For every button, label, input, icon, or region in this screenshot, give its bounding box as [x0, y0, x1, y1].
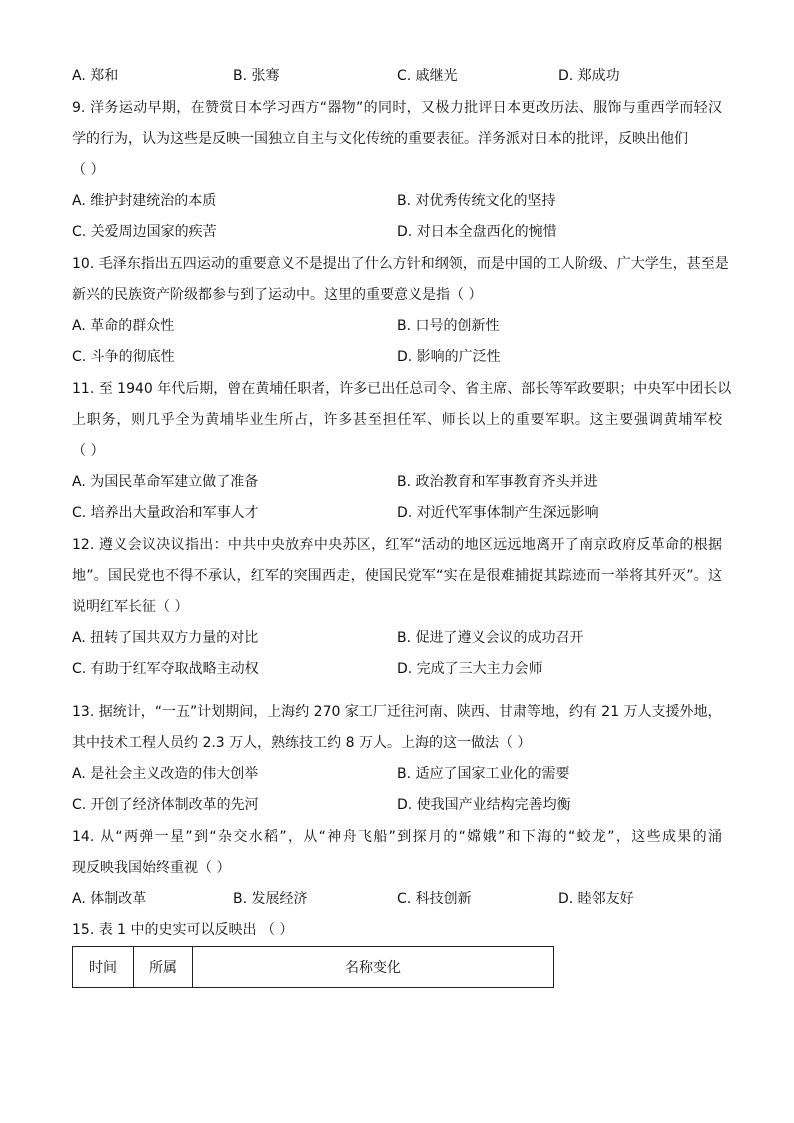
table-header-row [73, 947, 554, 988]
q10-option-c: C. 斗争的彻底性 [72, 349, 175, 365]
q14-option-a: A. 体制改革 [72, 891, 147, 907]
q14-option-d: D. 睦邻友好 [558, 891, 634, 907]
table-header-belong: 所属 [134, 947, 193, 988]
q10-option-b: B. 口号的创新性 [397, 318, 500, 334]
q11-option-a: A. 为国民革命军建立做了准备 [72, 474, 259, 490]
q8-option-d: D. 郑成功 [558, 68, 620, 84]
q12-option-c: C. 有助于红军夺取战略主动权 [72, 661, 259, 677]
q14-stem-line-1: 14. 从“两弹一星”到“杂交水稻”，从“神舟飞船”到探月的“嫦娥”和下海的“蛟龙”，这些成果的涌 [72, 829, 722, 845]
q9-option-a: A. 维护封建统治的本质 [72, 193, 217, 209]
q9-answer-blank: （ ） [72, 162, 105, 178]
q15-table [72, 946, 554, 988]
q14-stem-line-2: 现反映我国始终重视（ ） [72, 860, 231, 876]
q11-stem-line-2: 上职务，则几乎全为黄埔毕业生所占，许多甚至担任军、师长以上的重要军职。这主要强调黄埔军校 [72, 412, 722, 428]
q11-answer-blank: （ ） [72, 443, 105, 459]
q14-option-c: C. 科技创新 [397, 891, 472, 907]
q11-stem-line-1: 11. 至 1940 年代后期，曾在黄埔任职者，许多已出任总司令、省主席、部长等军政要职；中央军中团长以 [72, 381, 732, 397]
q9-option-d: D. 对日本全盘西化的惋惜 [397, 224, 557, 240]
q12-stem-line-2: 地”。国民党也不得不承认，红军的突围西走，使国民党军“实在是很难捕捉其踪迹而一举将其歼灭”。这 [72, 568, 722, 584]
q10-stem-line-1: 10. 毛泽东指出五四运动的重要意义不是提出了什么方针和纲领，而是中国的工人阶级、广大学生，甚至是 [72, 256, 729, 272]
q10-stem-line-2: 新兴的民族资产阶级都参与到了运动中。这里的重要意义是指（ ） [72, 287, 483, 303]
q12-option-a: A. 扭转了国共双方力量的对比 [72, 630, 259, 646]
q9-stem-line-1: 9. 洋务运动早期，在赞赏日本学习西方“器物”的同时，又极力批评日本更改历法、服饰与重西学而轻汉 [72, 100, 722, 116]
q8-option-a: A. 郑和 [72, 68, 119, 84]
q9-option-c: C. 关爱周边国家的疾苦 [72, 224, 217, 240]
q11-option-d: D. 对近代军事体制产生深远影响 [397, 505, 599, 521]
q13-stem-line-2: 其中技术工程人员约 2.3 万人，熟练技工约 8 万人。上海的这一做法（ ） [72, 735, 532, 751]
q11-option-b: B. 政治教育和军事教育齐头并进 [397, 474, 598, 490]
q13-option-a: A. 是社会主义改造的伟大创举 [72, 766, 259, 782]
q13-stem-line-1: 13. 据统计，“一五”计划期间，上海约 270 家工厂迁往河南、陕西、甘肃等地，约有 21 万人支援外地， [72, 704, 722, 720]
table-header-time: 时间 [73, 947, 134, 988]
q13-option-d: D. 使我国产业结构完善均衡 [397, 797, 571, 813]
table-header-name-change: 名称变化 [193, 947, 554, 988]
q13-option-b: B. 适应了国家工业化的需要 [397, 766, 570, 782]
q12-option-d: D. 完成了三大主力会师 [397, 661, 543, 677]
q13-option-c: C. 开创了经济体制改革的先河 [72, 797, 259, 813]
q10-option-d: D. 影响的广泛性 [397, 349, 501, 365]
q15-stem: 15. 表 1 中的史实可以反映出 （ ） [72, 922, 294, 938]
q9-option-b: B. 对优秀传统文化的坚持 [397, 193, 556, 209]
q9-stem-line-2: 学的行为，认为这些是反映一国独立自主与文化传统的重要表征。洋务派对日本的批评，反映出他们 [72, 131, 688, 147]
q8-option-b: B. 张骞 [233, 68, 280, 84]
q12-option-b: B. 促进了遵义会议的成功召开 [397, 630, 584, 646]
q11-option-c: C. 培养出大量政治和军事人才 [72, 505, 259, 521]
q10-option-a: A. 革命的群众性 [72, 318, 175, 334]
q12-stem-line-1: 12. 遵义会议决议指出：中共中央放弃中央苏区，红军“活动的地区远远地离开了南京政府反革命的根据 [72, 537, 722, 553]
q12-stem-line-3: 说明红军长征（ ） [72, 599, 189, 615]
q8-option-c: C. 戚继光 [397, 68, 458, 84]
q14-option-b: B. 发展经济 [233, 891, 308, 907]
